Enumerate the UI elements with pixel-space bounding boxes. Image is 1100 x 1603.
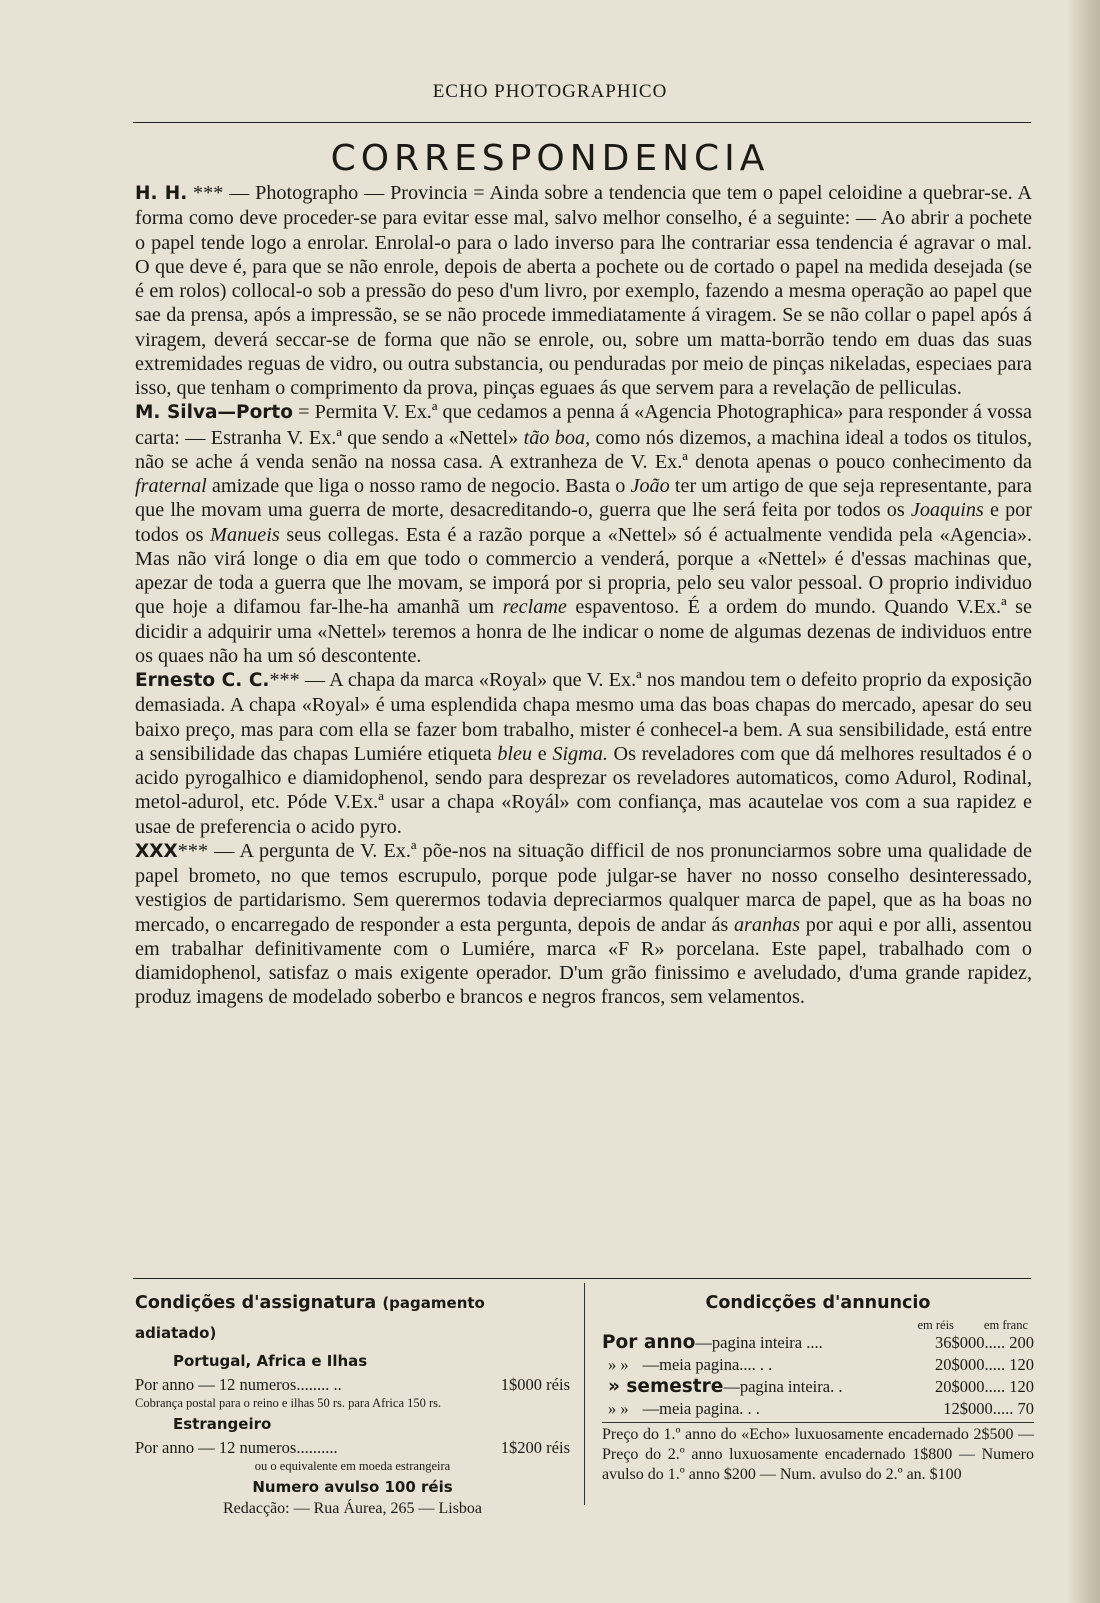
- advertising-heading: Condicções d'annuncio: [705, 1293, 931, 1313]
- entry-xxx: [135, 839, 1032, 1010]
- subscription-box: [135, 1288, 570, 1518]
- entry-text: = Permita V. Ex.ª que cedamos a penna á «Agencia Photographica» para responder á vossa carta: — Estranha V. Ex.ª que sendo a «Nettel»: [135, 401, 1032, 449]
- ad-rate-franc: 200: [1009, 1333, 1034, 1352]
- section-title: CORRESPONDENCIA: [330, 138, 770, 179]
- entry-text: ter um artigo de que seja representante, para que lhe movam uma guerra de morte, desacreditando-o, guerra que lhe será feita por todos os: [135, 475, 1032, 522]
- column-header-reis: em réis: [917, 1318, 954, 1332]
- footer-column-divider: [584, 1283, 585, 1505]
- region-foreign: Estrangeiro: [173, 1415, 272, 1433]
- entry-text: e: [532, 742, 553, 765]
- ad-rate-row: [602, 1398, 1034, 1420]
- ad-rate-label: —meia pagina. . .: [642, 1399, 760, 1418]
- column-headers: [602, 1318, 1034, 1332]
- correspondence-body: [135, 181, 1032, 1010]
- price-row-label: Por anno — 12 numeros........ ..: [135, 1375, 342, 1394]
- header-rule: [133, 122, 1031, 123]
- annual-volume-notes: Preço do 1.º anno do «Echo» luxuosamente encadernado 2$500 — Preço do 2.º anno luxuosamente encadernado 1$800 — Numero avulso do 1.º anno $200 — Num. avulso do 2.º an. $100: [602, 1426, 1034, 1483]
- entry-text: e por todos os: [135, 499, 1032, 546]
- running-header: ECHO PHOTOGRAPHICO: [432, 81, 668, 102]
- currency-note: ou o equivalente em moeda estrangeira: [254, 1459, 451, 1473]
- entry-text: espaventoso. É a ordem do mundo. Quando V.Ex.ª se dicidir a adquirir uma «Nettel» teremos a honra de lhe indicar o nome de algumas dezenas de individuos entre os quaes não ha um só descontente.: [135, 596, 1033, 667]
- entry-msilva: [135, 400, 1032, 668]
- ad-rate-reis: 20$000.....: [935, 1355, 1006, 1374]
- entry-lead: XXX: [135, 840, 178, 862]
- ad-rate-reis: 12$000.....: [943, 1399, 1014, 1418]
- ad-rate-label: —pagina inteira. .: [723, 1377, 843, 1396]
- editorial-address: Redacção: — Rua Áurea, 265 — Lisboa: [222, 1500, 483, 1517]
- ad-rate-label: —pagina inteira ....: [695, 1333, 823, 1352]
- entry-italic: aranhas: [733, 913, 801, 936]
- ad-rate-period: » »: [608, 1355, 629, 1374]
- entry-text: por aqui e por alli, assentou em trabalhar definitivamente com o Lumiére, marca «F R» porcelana. Este papel, trabalhado com o diamidophenol, satisfaz o mais exigente operador. D'um grão finissimo e aveludado, d'uma grande rapidez, produz imagens de modelado soberbo e brancos e negros francos, sem velamentos.: [135, 913, 1032, 1009]
- ad-rate-row: [602, 1376, 1034, 1398]
- entry-italic: Manueis: [210, 523, 280, 546]
- ad-rate-franc: 70: [1017, 1399, 1034, 1418]
- ad-rate-period: » »: [608, 1399, 629, 1418]
- entry-italic: Sigma.: [552, 742, 608, 765]
- price-row-value: 1$200 réis: [500, 1438, 570, 1457]
- advertising-rule: [602, 1422, 1034, 1423]
- price-row-portugal: [135, 1374, 570, 1396]
- entry-text: Os reveladores com que dá melhores resultados é o acido pyrogalhico e diamidophenol, sendo para desprezar os reveladores automaticos, como Adurol, Rodinal, metol-adurol, etc. Póde V.Ex.ª usar a chapa «Royál» com confiança, mas acautelae vos com a sua rapidez e usae de preferencia o acido pyro.: [135, 742, 1032, 838]
- ad-rate-reis: 36$000.....: [935, 1333, 1006, 1352]
- entry-text: *** — A pergunta de V. Ex.ª põe-nos na situação difficil de nos pronunciarmos sobre uma qualidade de papel brometo, no que temos escrupulo, porque pode julgar-se haver no nosso conselho desinteressado, vestigios de partidarismo. Sem querermos todavia depreciarmos qualquer marca de papel, que as ha boas no mercado, o encarregado de responder a esta pergunta, depois de andar ás: [135, 839, 1032, 936]
- price-row-value: 1$000 réis: [500, 1375, 570, 1394]
- ad-rate-row: [602, 1332, 1034, 1354]
- postal-note: Cobrança postal para o reino e ilhas 50 rs. para Africa 150 rs.: [135, 1396, 442, 1410]
- entry-italic: reclame: [502, 596, 567, 619]
- subscription-heading-note: (pagamento adiatado): [135, 1294, 485, 1342]
- single-issue-price: Numero avulso 100 réis: [252, 1478, 453, 1496]
- ad-rate-period: » semestre: [608, 1376, 724, 1397]
- region-portugal: Portugal, Africa e Ilhas: [173, 1352, 368, 1370]
- entry-italic: tão boa,: [523, 426, 591, 449]
- column-header-franc: em franc: [983, 1318, 1028, 1332]
- ad-rate-row: [602, 1354, 1034, 1376]
- entry-text: como nós dizemos, a machina ideal a todos os titulos, não se ache á venda senão na nossa casa. A extranheza de V. Ex.ª denota apenas o pouco conhecimento da: [135, 426, 1033, 473]
- ad-rate-reis: 20$000.....: [935, 1377, 1006, 1396]
- entry-lead: H. H.: [135, 183, 188, 204]
- advertising-box: [602, 1288, 1034, 1485]
- price-row-label: Por anno — 12 numeros..........: [135, 1438, 338, 1457]
- entry-text: *** — Photographo — Provincia = Ainda sobre a tendencia que tem o papel celoidine a quebrar-se. A forma como deve proceder-se para evitar esse mal, salvo melhor conselho, é a seguinte: — Ao abrir a pochete o papel tende logo a enrolar. Enrolal-o para o lado inverso para lhe contrariar essa tendencia é agravar o mal. O que deve é, para que se não enrole, depois de aberta a pochete ou de cortado o papel na medida desejada (se é em rolos) collocal-o sob a pressão do peso d'um livro, por exemplo, fazendo a mesma operação ao papel que sae da prensa, após a impressão, se se não procede immediatamente á viragem. Se se não collar o papel após á viragem, deverá seccar-se de forma que não se enrole, ou, sobre um matta-borrão tendo em duas das suas extremidades reguas de vidro, ou outra substancia, ou penduradas por meio de pinças nikeladas, especiaes para isso, que tenham o comprimento da prova, pinças eguaes ás que servem para a revelação de pelliculas.: [135, 182, 1032, 399]
- entry-lead: Ernesto C. C.: [135, 670, 270, 691]
- entry-text: amizade que liga o nosso ramo de negocio. Basta o: [206, 475, 631, 497]
- price-row-foreign: [135, 1437, 570, 1459]
- entry-lead: M. Silva: [135, 402, 218, 424]
- ad-rate-franc: 120: [1009, 1355, 1034, 1374]
- subscription-heading-text: Condições d'assignatura: [135, 1293, 377, 1313]
- footer-rule: [133, 1278, 1031, 1279]
- ad-rate-label: —meia pagina.... . .: [642, 1355, 773, 1374]
- entry-text: seus collegas. Esta é a razão porque a «Nettel» só é actualmente vendida pela «Agencia». Mas não virá longe o dia em que todo o commercio a venderá, porque a «Nettel» é d'essas machinas que, apezar de toda a guerra que lhe movam, se imporá por si propria, pelo seu valor pessoal. O proprio individuo que hoje a difamou far-lhe-ha amanhã um: [135, 523, 1032, 619]
- ad-rate-period: Por anno: [602, 1332, 696, 1353]
- entry-text: *** — A chapa da marca «Royal» que V. Ex.ª nos mandou tem o defeito proprio da exposição demasiada. A chapa «Royal» é uma esplendida chapa mesmo uma das boas chapas do mercado, apesar do seu baixo preço, mas para com ella se fazer bom trabalho, mister é conhecel-a bem. A sua sensibilidade, está entre a sensibilidade das chapas Lumiére etiqueta: [135, 669, 1032, 765]
- entry-italic: Joaquins: [910, 499, 984, 522]
- entry-ernesto: [135, 668, 1032, 839]
- subscription-heading: [135, 1288, 570, 1348]
- ad-rate-franc: 120: [1009, 1377, 1034, 1396]
- entry-italic: bleu: [497, 742, 533, 765]
- entry-lead-place: —Porto: [217, 402, 293, 424]
- entry-italic: fraternal: [135, 475, 207, 497]
- page-edge-shadow: [1066, 0, 1100, 1603]
- entry-hh: [135, 181, 1032, 400]
- entry-italic: João: [630, 475, 670, 497]
